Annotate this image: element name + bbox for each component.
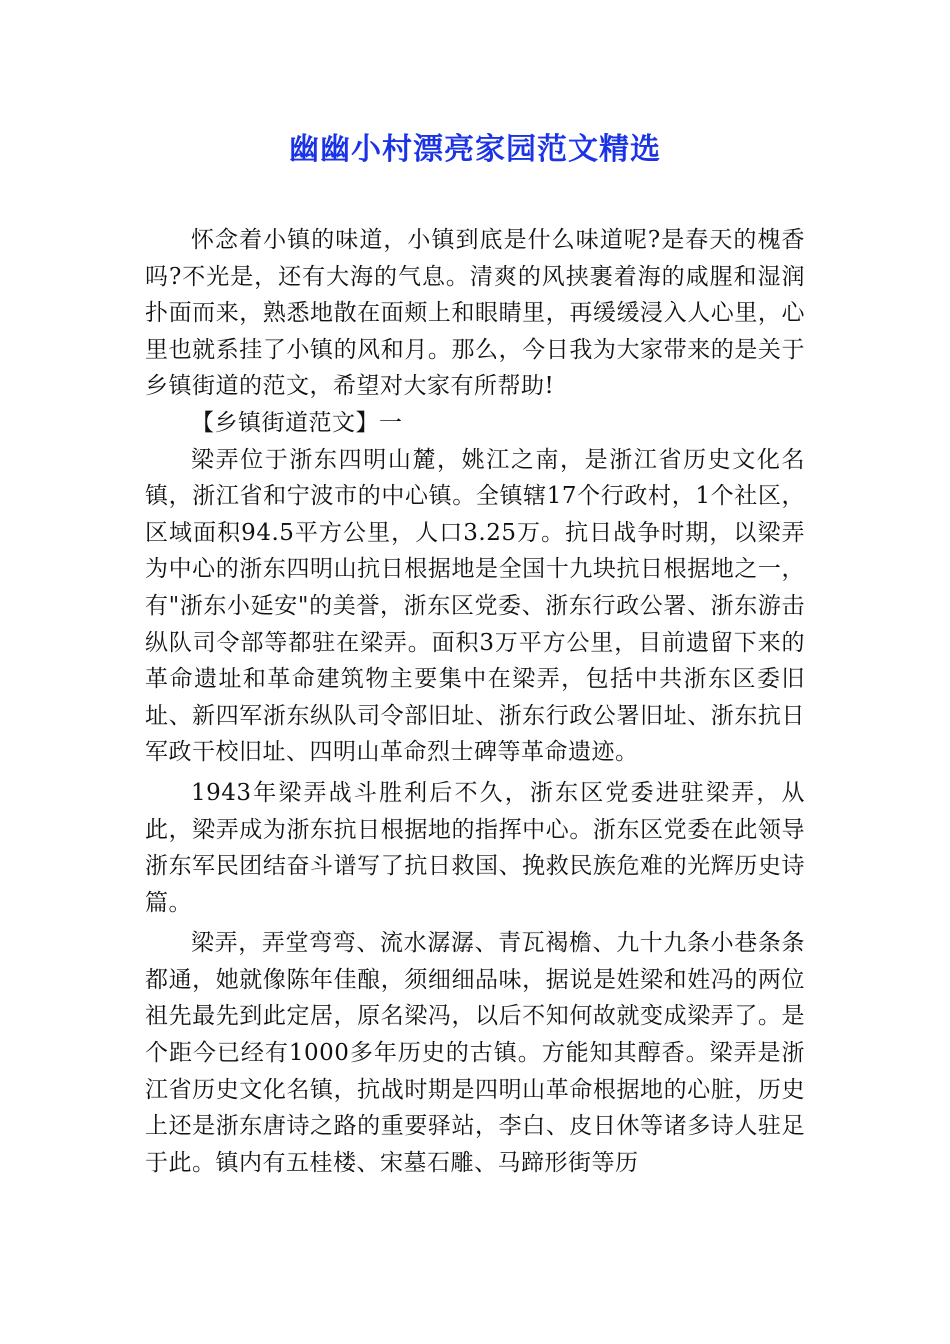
paragraph-intro: 怀念着小镇的味道，小镇到底是什么味道呢?是春天的槐香吗?不光是，还有大海的气息。清爽的风挟裹着海的咸腥和湿润扑面而来，熟悉地散在面颊上和眼睛里，再缓缓浸入人心里，心里也就系挂了小镇的风和月。那么，今日我为大家带来的是关于乡镇街道的范文，希望对大家有所帮助! [145,227,805,400]
paragraph-1943: 1943年梁弄战斗胜利后不久，浙东区党委进驻梁弄，从此，梁弄成为浙东抗日根据地的指挥中心。浙东区党委在此领导浙东军民团结奋斗谱写了抗日救国、挽救民族危难的光辉历史诗篇。 [145,779,805,916]
document-body [145,222,805,1181]
section-heading: 【乡镇街道范文】一 [191,409,403,436]
paragraph-liangnong-overview: 梁弄位于浙东四明山麓，姚江之南，是浙江省历史文化名镇，浙江省和宁波市的中心镇。全镇辖17个行政村，1个社区，区域面积94.5平方公里，人口3.25万。抗日战争时期，以梁弄为中心的浙东四明山抗日根据地是全国十九块抗日根据地之一，有"浙东小延安"的美誉，浙东区党委、浙东行政公署、浙东游击纵队司令部等都驻在梁弄。面积3万平方公里，目前遗留下来的革命遗址和革命建筑物主要集中在梁弄，包括中共浙东区委旧址、新四军浙东纵队司令部旧址、浙东行政公署旧址、浙东抗日军政干校旧址、四明山革命烈士碑等革命遗迹。 [145,446,805,766]
paragraph-liangnong-town: 梁弄，弄堂弯弯、流水潺潺、青瓦褐檐、九十九条小巷条条都通，她就像陈年佳酿，须细细品味，据说是姓梁和姓冯的两位祖先最先到此定居，原名梁冯，以后不知何故就变成梁弄了。是个距今已经有1000多年历史的古镇。方能知其醇香。梁弄是浙江省历史文化名镇，抗战时期是四明山革命根据地的心脏，历史上还是浙东唐诗之路的重要驿站，李白、皮日休等诸多诗人驻足于此。镇内有五桂楼、宋墓石雕、马蹄形街等历 [145,930,805,1176]
document-title: 幽幽小村漂亮家园范文精选 [289,132,661,167]
